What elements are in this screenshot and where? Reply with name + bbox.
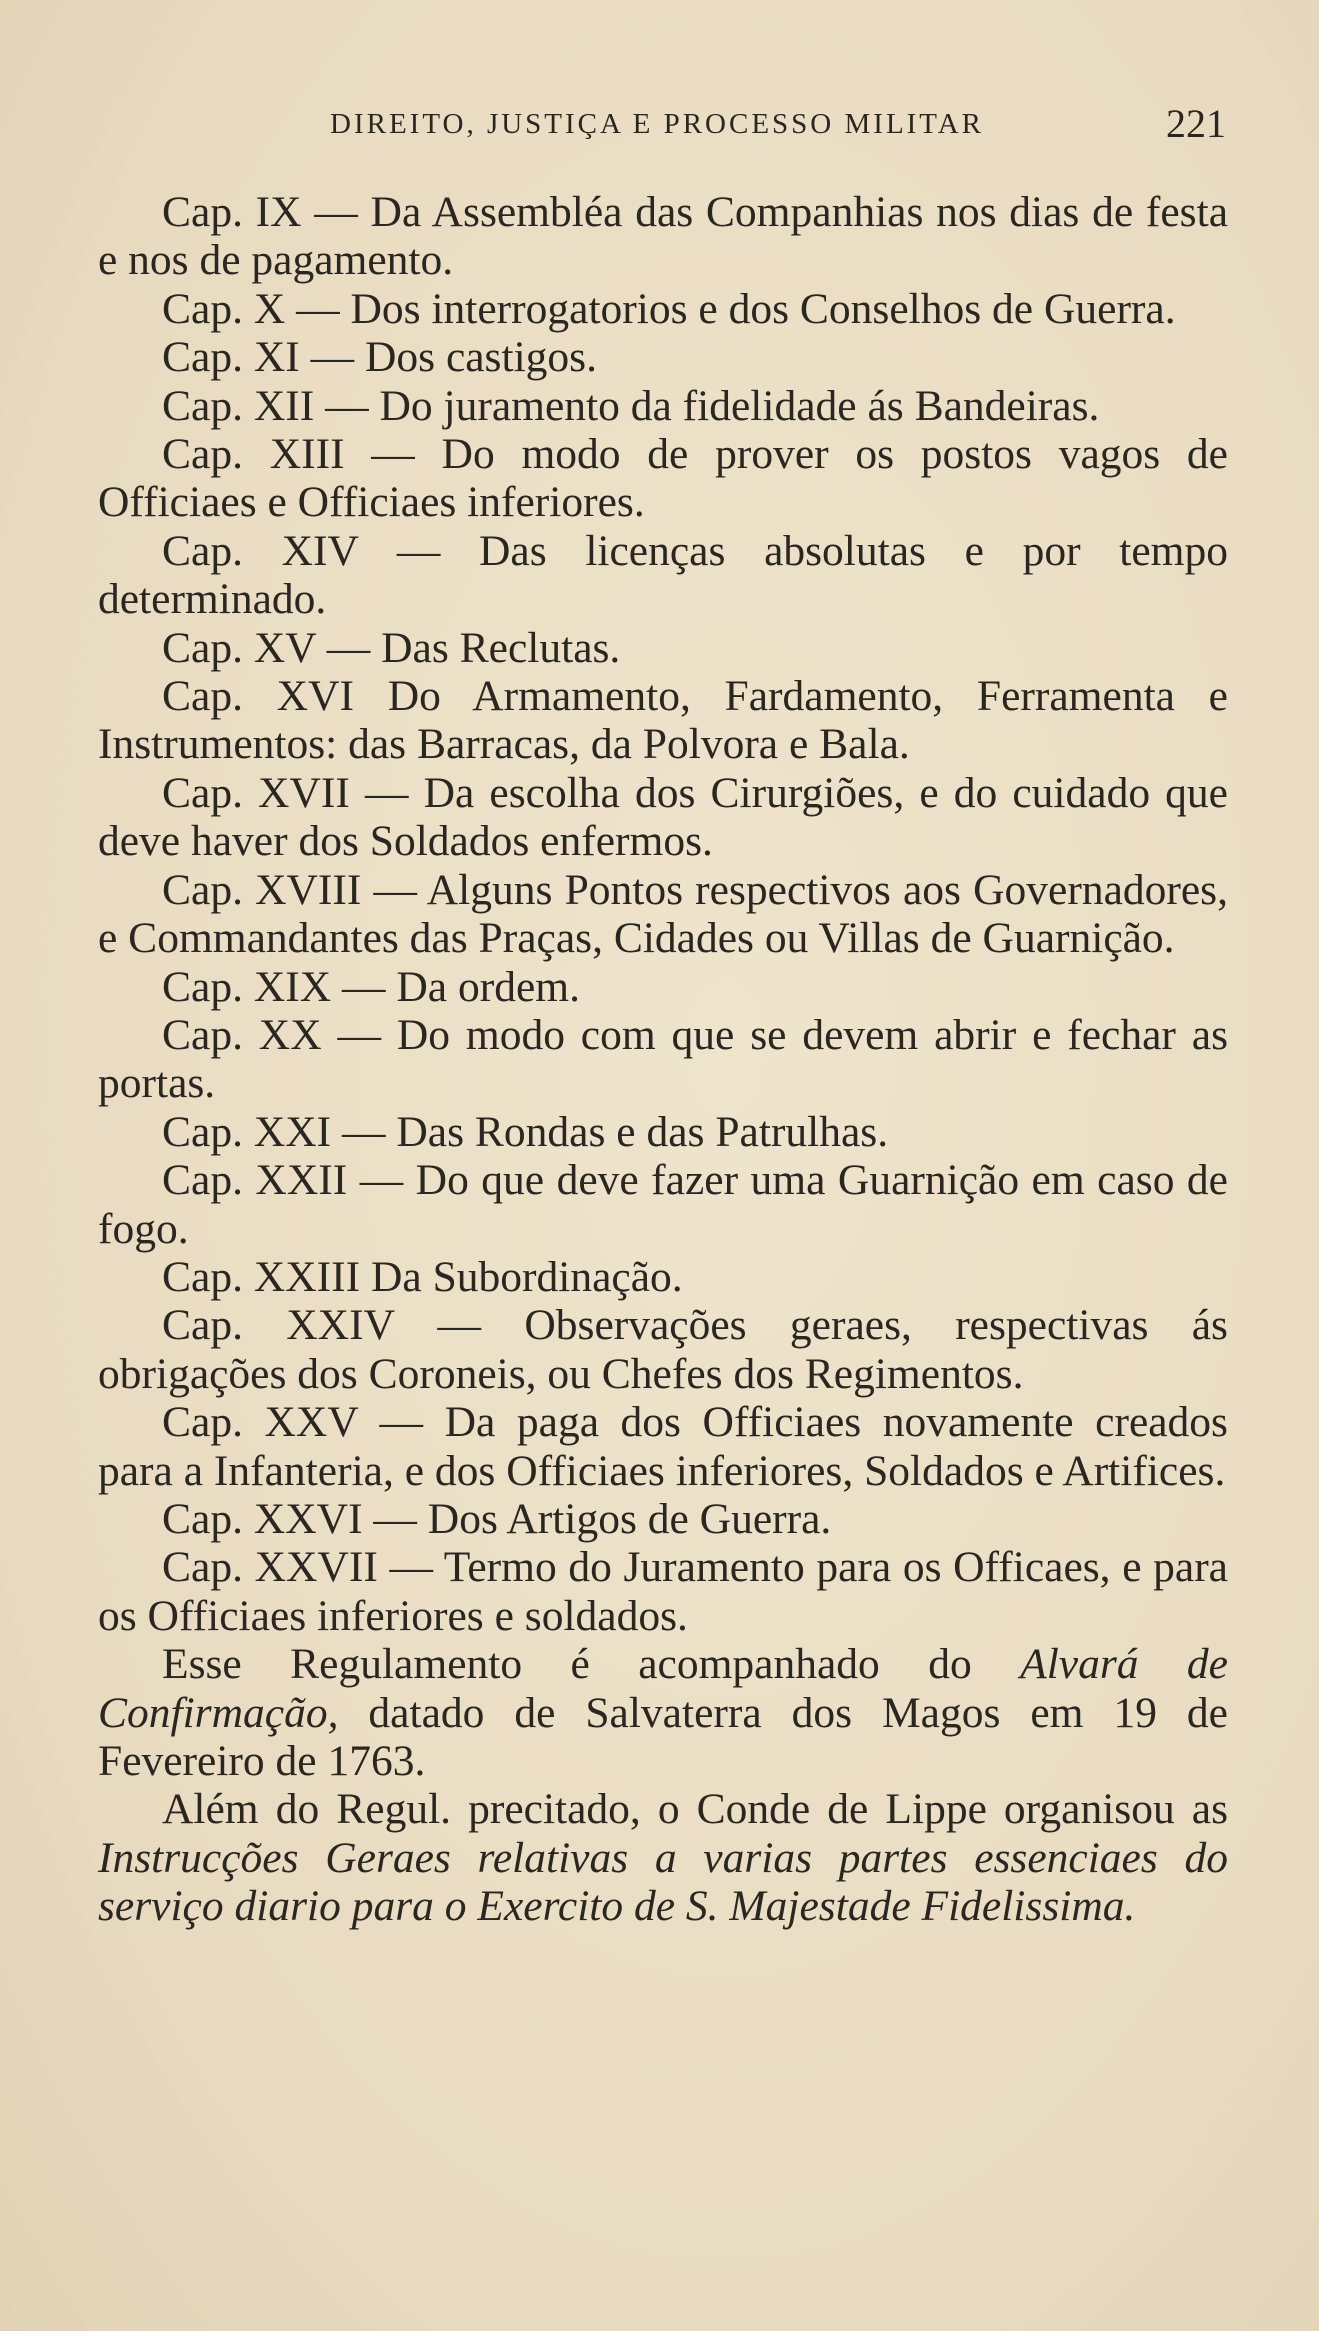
chapter-entry-xii: Cap. XII — Do juramento da fidelidade ás Bandeiras.: [162, 381, 1100, 430]
running-header: [0, 100, 1319, 150]
chapter-entry-xiii: Cap. XIII — Do modo de prover os postos vagos de Officiaes e Officiaes inferiores.: [98, 430, 1228, 527]
chapter-entry-xxi: Cap. XXI — Das Rondas e das Patrulhas.: [162, 1107, 889, 1156]
chapter-entry-xxv: Cap. XXV — Da paga dos Officiaes novamente creados para a Infanteria, e dos Officiaes inferiores, Soldados e Artifices.: [98, 1398, 1228, 1495]
page-number: 221: [1166, 101, 1226, 146]
alvara-text-after: datado de Salvaterra dos Magos em 19 de Fevereiro de 1763.: [98, 1688, 1228, 1785]
chapter-entry-xvii: Cap. XVII — Da escolha dos Cirurgiões, e do cuidado que deve haver dos Soldados enfermos.: [98, 768, 1228, 866]
chapter-entry-xviii: Cap. XVIII — Alguns Pontos respectivos aos Governadores, e Commandantes das Praças, Cidades ou Villas de Guarnição.: [98, 865, 1228, 963]
chapter-entry-xiv: Cap. XIV — Das licenças absolutas e por tempo determinado.: [98, 526, 1228, 624]
running-title: DIREITO, JUSTIÇA E PROCESSO MILITAR: [330, 108, 984, 140]
chapter-entry-xix: Cap. XIX — Da ordem.: [162, 962, 580, 1011]
chapter-entry-xv: Cap. XV — Das Reclutas.: [162, 623, 621, 672]
chapter-entry-xxiv: Cap. XXIV — Observações geraes, respectivas ás obrigações dos Coroneis, ou Chefes dos Regimentos.: [98, 1301, 1228, 1398]
lippe-title-italic: Instrucções Geraes relativas a varias partes essenciaes do serviço diario para o Exercito de S. Majestade Fidelissima.: [98, 1833, 1228, 1931]
chapter-entry-xxii: Cap. XXII — Do que deve fazer uma Guarnição em caso de fogo.: [98, 1156, 1228, 1253]
alvara-paragraph: [98, 1640, 1228, 1785]
alvara-text-before: Esse Regulamento é acompanhado do: [162, 1640, 1021, 1689]
chapter-entry-xvi: Cap. XVI Do Armamento, Fardamento, Ferramenta e Instrumentos: das Barracas, da Polvora e Bala.: [98, 672, 1228, 769]
chapter-entry-xx: Cap. XX — Do modo com que se devem abrir e fechar as portas.: [98, 1010, 1228, 1108]
alvara-title-italic: Alvará de Confirmação,: [98, 1640, 1228, 1737]
chapter-entry-xxiii: Cap. XXIII Da Subordinação.: [162, 1252, 683, 1301]
chapter-entry-ix: Cap. IX — Da Assembléa das Companhias nos dias de festa e nos de pagamento.: [98, 188, 1228, 285]
chapter-entry-xxvii: Cap. XXVII — Termo do Juramento para os Officaes, e para os Officiaes inferiores e soldados.: [98, 1543, 1228, 1640]
lippe-text-before: Além do Regul. precitado, o Conde de Lippe organisou as: [162, 1785, 1228, 1834]
body-text: [98, 188, 1228, 1931]
chapter-entry-xi: Cap. XI — Dos castigos.: [162, 333, 597, 382]
chapter-entry-xxvi: Cap. XXVI — Dos Artigos de Guerra.: [162, 1494, 832, 1543]
chapter-entry-x: Cap. X — Dos interrogatorios e dos Conselhos de Guerra.: [162, 284, 1176, 333]
lippe-paragraph: [98, 1785, 1228, 1930]
